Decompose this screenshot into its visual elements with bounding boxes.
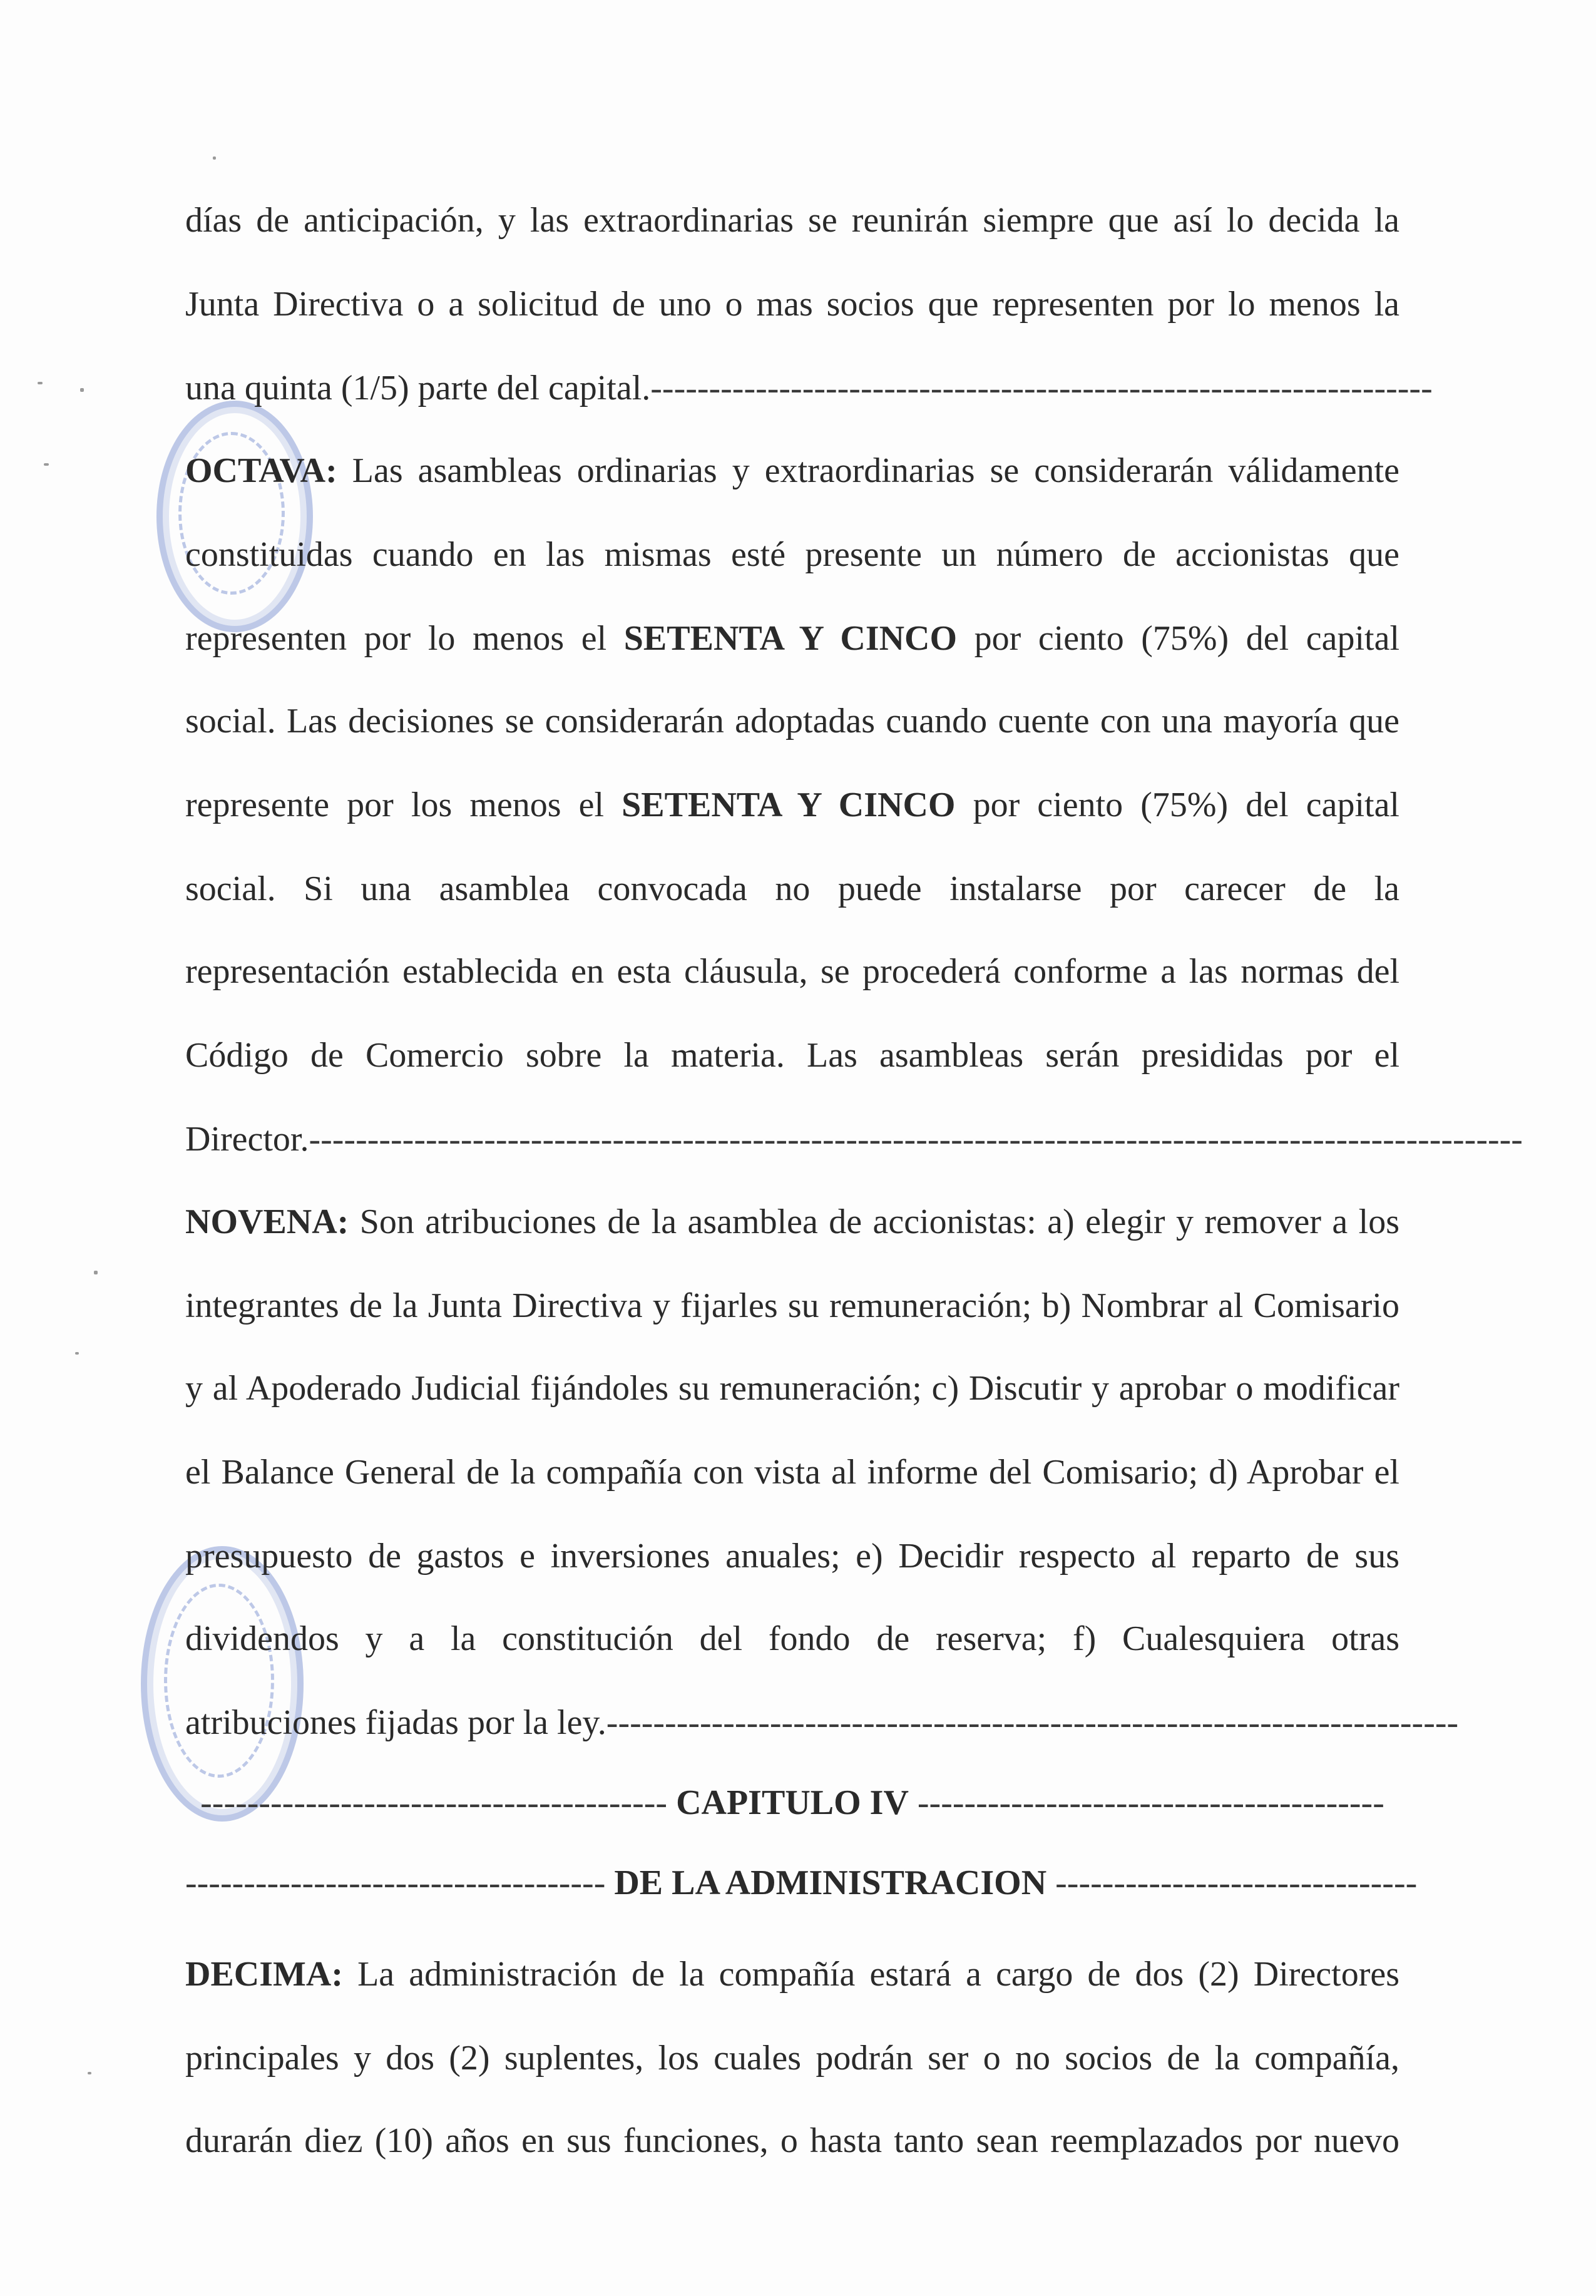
text-segment: representen por lo menos el (185, 619, 607, 658)
chapter-subtitle: DE LA ADMINISTRACION (614, 1863, 1047, 1902)
text-line: y al Apoderado Judicial fijándoles su remuneración; c) Discutir y aprobar o modificar (185, 1369, 1399, 1408)
scan-speck (94, 1271, 98, 1274)
text-line (185, 363, 1433, 413)
text-segment: Las asambleas ordinarias y extraordinarias se considerarán válidamente (352, 451, 1400, 490)
dash-fill: ------------------------------- (1055, 1863, 1418, 1902)
scan-speck (88, 2072, 91, 2074)
scan-speck (80, 388, 84, 392)
text-line (185, 613, 1399, 664)
text-line (185, 1698, 1459, 1748)
text-line: integrantes de la Junta Directiva y fijarles su remuneración; b) Nombrar al Comisario (185, 1286, 1399, 1325)
official-seal-ring (164, 1584, 274, 1778)
text-line: representación establecida en esta cláusula, se procederá conforme a las normas del (185, 952, 1399, 991)
clause-octava-line (185, 446, 1399, 496)
dash-fill: ---------------------------------------- (917, 1783, 1384, 1822)
text-line: el Balance General de la compañía con vista al informe del Comisario; d) Aprobar el (185, 1453, 1399, 1492)
chapter-heading (185, 1778, 1399, 1828)
chapter-title: CAPITULO IV (676, 1783, 909, 1822)
text-line: durarán diez (10) años en sus funciones, o hasta tanto sean reemplazados por nuevo (185, 2121, 1399, 2160)
clause-decima-line (185, 1949, 1399, 1999)
text-line: social. Las decisiones se considerarán adoptadas cuando cuente con una mayoría que (185, 702, 1399, 741)
bold-seventy-five: SETENTA Y CINCO (623, 619, 958, 658)
text-line: Junta Directiva o a solicitud de uno o mas socios que representen por lo menos la (185, 285, 1399, 324)
dash-fill: ------------------------------------ (185, 1863, 606, 1902)
dash-fill: ------------------------------------------------------------------- (650, 369, 1433, 407)
text-segment: por ciento (75%) del capital (973, 786, 1399, 824)
clause-decima-label: DECIMA: (185, 1955, 343, 1994)
text-line: constituidas cuando en las mismas esté presente un número de accionistas que (185, 535, 1399, 574)
text-line: social. Si una asamblea convocada no puede instalarse por carecer de la (185, 869, 1399, 908)
text-segment: La administración de la compañía estará a cargo de dos (2) Directores (357, 1955, 1399, 1994)
dash-fill: -------------------------------------------------------------------------------------------------------- (309, 1120, 1523, 1159)
scan-speck (213, 156, 216, 160)
scan-speck (75, 1352, 79, 1355)
text-line (185, 1114, 1523, 1164)
scan-speck (44, 463, 49, 466)
bold-seventy-five: SETENTA Y CINCO (622, 786, 956, 824)
text-line (185, 780, 1399, 830)
text-segment: atribuciones fijadas por la ley. (185, 1703, 606, 1742)
dash-fill: ---------------------------------------- (200, 1783, 668, 1822)
text-line: Código de Comercio sobre la materia. Las asambleas serán presididas por el (185, 1036, 1399, 1075)
text-segment: represente por los menos el (185, 786, 605, 824)
text-line: principales y dos (2) suplentes, los cuales podrán ser o no socios de la compañía, (185, 2039, 1399, 2078)
text-segment: una quinta (1/5) parte del capital. (185, 369, 651, 407)
text-line: presupuesto de gastos e inversiones anuales; e) Decidir respecto al reparto de sus (185, 1537, 1399, 1576)
clause-octava-label: OCTAVA: (185, 451, 337, 490)
text-segment: Son atribuciones de la asamblea de accionistas: a) elegir y remover a los (359, 1202, 1400, 1241)
clause-novena-line (185, 1197, 1399, 1247)
text-line: días de anticipación, y las extraordinarias se reunirán siempre que así lo decida la (185, 201, 1399, 240)
text-segment: por ciento (75%) del capital (974, 619, 1400, 658)
text-segment: Director. (185, 1120, 309, 1159)
clause-novena-label: NOVENA: (185, 1202, 349, 1241)
chapter-subheading (185, 1858, 1418, 1908)
text-line: dividendos y a la constitución del fondo de reserva; f) Cualesquiera otras (185, 1619, 1399, 1658)
dash-fill: ------------------------------------------------------------------------- (606, 1703, 1459, 1742)
scan-speck (38, 382, 43, 384)
